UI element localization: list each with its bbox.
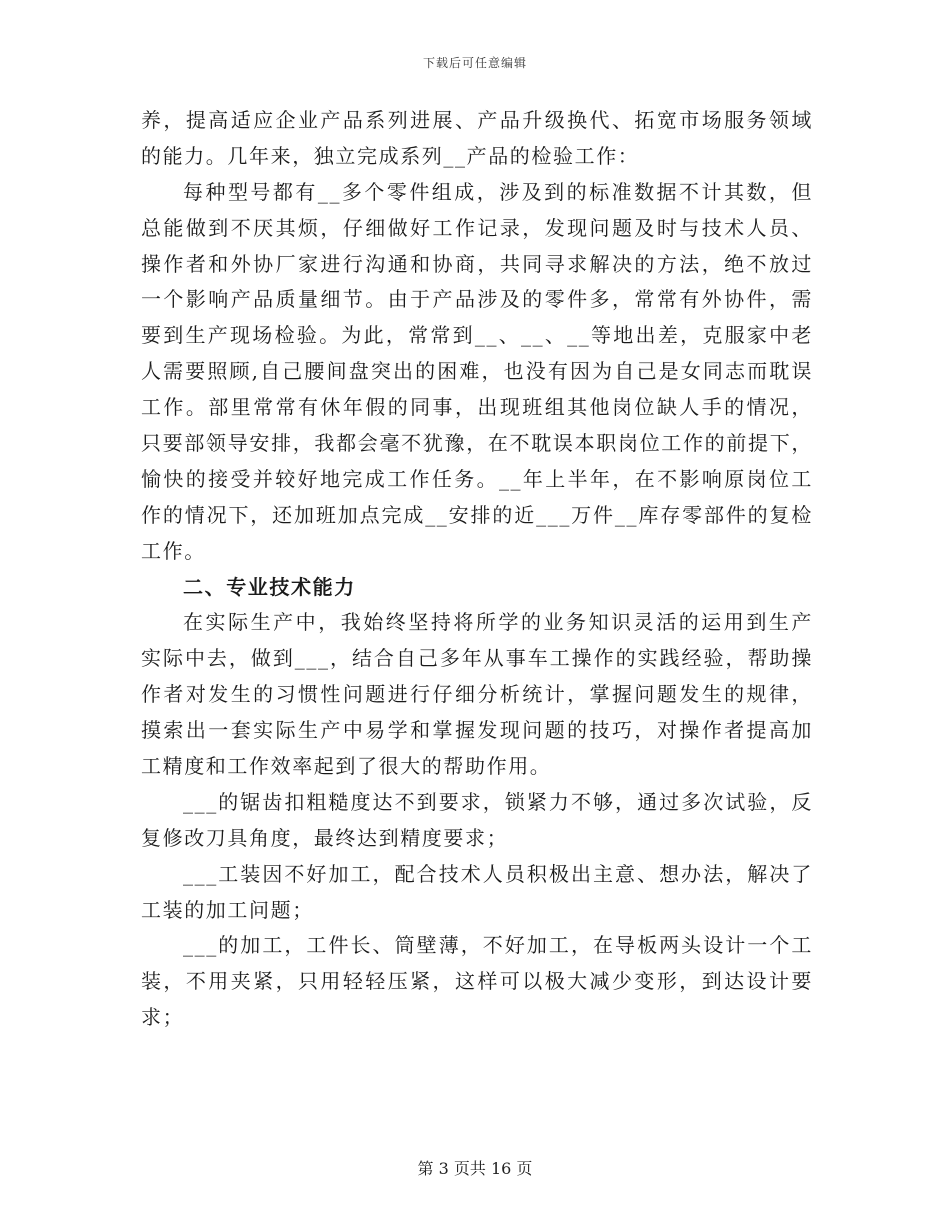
text-line: 工作。部里常常有休年假的同事，出现班组其他岗位缺人手的情况， [141,395,813,420]
text-line: 摸索出一套实际生产中易学和掌握发现问题的技巧，对操作者提高加 [141,718,813,743]
text-line: 复修改刀具角度，最终达到精度要求； [141,825,509,850]
text-line: 工装的加工问题； [141,897,314,922]
text-line: 养，提高适应企业产品系列进展、产品升级换代、拓宽市场服务领域 [141,108,813,132]
text-line: 在实际生产中，我始终坚持将所学的业务知识灵活的运用到生产 [183,610,813,635]
text-line: ___的锯齿扣粗糙度达不到要求，锁紧力不够，通过多次试验，反 [183,789,813,814]
page-footer: 第 3 页共 16 页 [417,1159,533,1178]
text-line: 作的情况下，还加班加点完成__安排的近___万件__库存零部件的复检 [141,502,813,527]
text-line: 愉快的接受并较好地完成工作任务。__年上半年，在不影响原岗位工 [141,466,813,491]
text-line: 人需要照顾,自己腰间盘突出的困难，也没有因为自己是女同志而耽误 [141,359,813,384]
text-line: 求； [141,1005,185,1030]
text-line: 要到生产现场检验。为此，常常到__、__、__等地出差，克服家中老 [141,323,813,348]
text-line: ___工装因不好加工，配合技术人员积极出主意、想办法，解决了 [183,861,813,886]
text-line: 装，不用夹紧，只用轻轻压紧，这样可以极大减少变形，到达设计要 [141,969,813,994]
document-body [141,103,813,1036]
text-line: ___的加工，工件长、筒壁薄，不好加工，在导板两头设计一个工 [183,933,813,958]
section-heading: 二、专业技术能力 [183,574,356,599]
text-line: 工作。 [141,538,206,563]
text-line: 实际中去，做到___，结合自己多年从事车工操作的实践经验，帮助操 [141,646,813,671]
text-line: 每种型号都有__多个零件组成，涉及到的标准数据不计其数，但 [183,179,813,204]
text-line: 操作者和外协厂家进行沟通和协商，共同寻求解决的方法，绝不放过 [141,251,813,276]
text-line: 的能力。几年来，独立完成系列__产品的检验工作： [141,143,640,168]
text-line: 总能做到不厌其烦，仔细做好工作记录，发现问题及时与技术人员、 [141,215,813,240]
text-line: 工精度和工作效率起到了很大的帮助作用。 [141,754,552,779]
text-line: 只要部领导安排，我都会毫不犹豫，在不耽误本职岗位工作的前提下， [141,431,813,456]
text-line: 作者对发生的习惯性问题进行仔细分析统计，掌握问题发生的规律， [141,682,813,707]
text-line: 一个影响产品质量细节。由于产品涉及的零件多，常常有外协件，需 [141,287,813,312]
page-header: 下载后可任意编辑 [422,56,527,70]
